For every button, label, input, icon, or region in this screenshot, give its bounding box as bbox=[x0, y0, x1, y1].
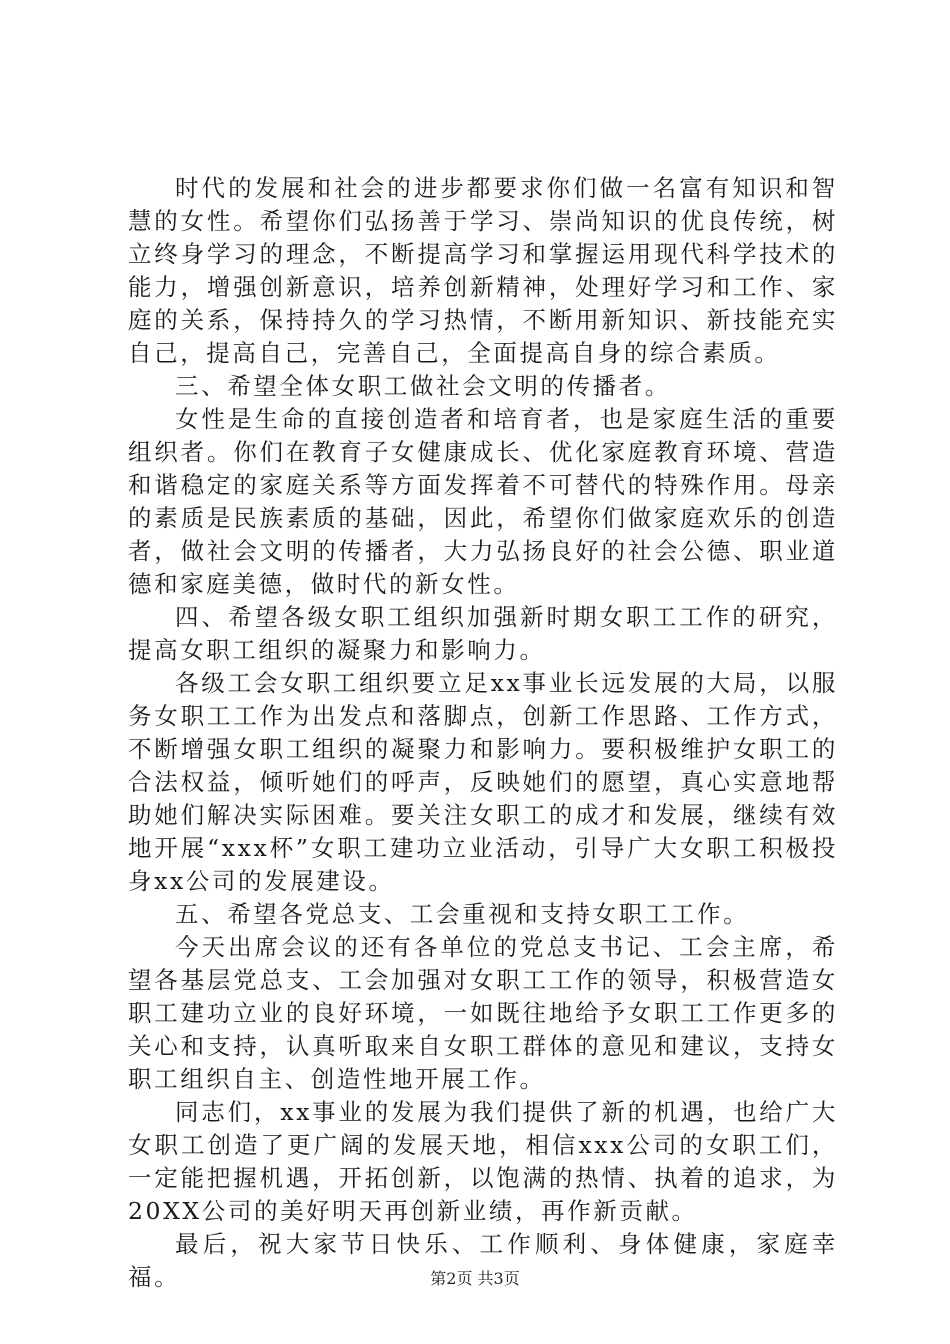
paragraph-closing: 最后，祝大家节日快乐、工作顺利、身体健康，家庭幸福。 bbox=[128, 1230, 838, 1291]
paragraph-party-support: 今天出席会议的还有各单位的党总支书记、工会主席，希望各基层党总支、工会加强对女职工工作的领导，积极营造女职工建功立业的良好环境，一如既往地给予女职工工作更多的关心和支持，认真听取来自女职工群体的意见和建议，支持女职工组织自主、创造性地开展工作。 bbox=[128, 933, 838, 1093]
paragraph-civilization: 女性是生命的直接创造者和培育者，也是家庭生活的重要组织者。你们在教育子女健康成长、优化家庭教育环境、营造和谐稳定的家庭关系等方面发挥着不可替代的特殊作用。母亲的素质是民族素质的基础，因此，希望你们做家庭欢乐的创造者，做社会文明的传播者，大力弘扬良好的社会公德、职业道德和家庭美德，做时代的新女性。 bbox=[128, 405, 838, 598]
page-number-footer: 第2页 共3页 bbox=[430, 1269, 520, 1288]
document-body bbox=[128, 172, 838, 1294]
paragraph-organization: 各级工会女职工组织要立足xx事业长远发展的大局，以服务女职工工作为出发点和落脚点，创新工作思路、工作方式，不断增强女职工组织的凝聚力和影响力。要积极维护女职工的合法权益，倾听她们的呼声，反映她们的愿望，真心实意地帮助她们解决实际困难。要关注女职工的成才和发展，继续有效地开展“xxx杯”女职工建功立业活动，引导广大女职工积极投身xx公司的发展建设。 bbox=[128, 669, 838, 895]
heading-section-four: 四、希望各级女职工组织加强新时期女职工工作的研究，提高女职工组织的凝聚力和影响力。 bbox=[128, 603, 838, 664]
heading-section-three: 三、希望全体女职工做社会文明的传播者。 bbox=[175, 372, 671, 400]
heading-section-five: 五、希望各党总支、工会重视和支持女职工工作。 bbox=[175, 900, 750, 928]
paragraph-comrades: 同志们，xx事业的发展为我们提供了新的机遇，也给广大女职工创造了更广阔的发展天地，相信xxx公司的女职工们，一定能把握机遇，开拓创新，以饱满的热情、执着的追求，为20XX公司的美好明天再创新业绩，再作新贡献。 bbox=[128, 1098, 838, 1225]
paragraph-knowledge: 时代的发展和社会的进步都要求你们做一名富有知识和智慧的女性。希望你们弘扬善于学习、崇尚知识的优良传统，树立终身学习的理念，不断提高学习和掌握运用现代科学技术的能力，增强创新意识，培养创新精神，处理好学习和工作、家庭的关系，保持持久的学习热情，不断用新知识、新技能充实自己，提高自己，完善自己，全面提高自身的综合素质。 bbox=[128, 174, 838, 367]
